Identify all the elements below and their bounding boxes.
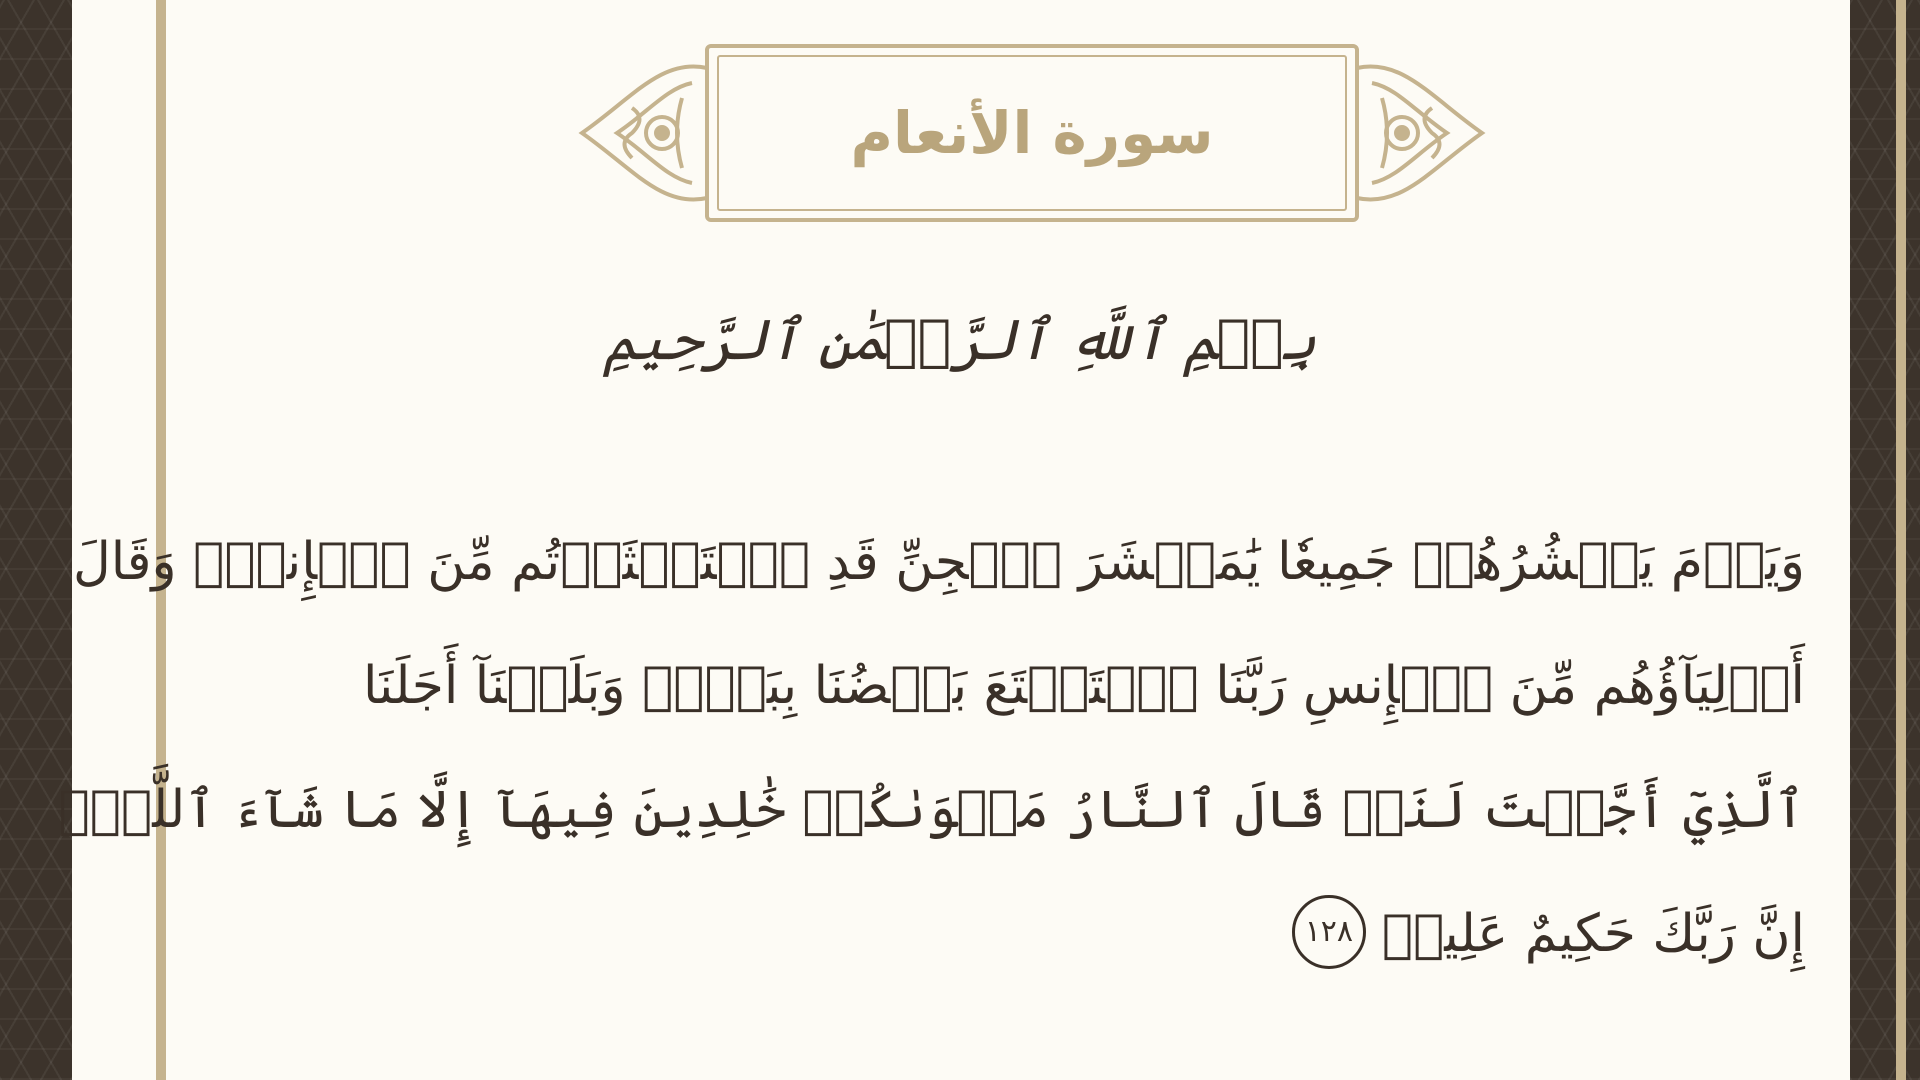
- verse-text-block: [58, 500, 1805, 996]
- verse-line-3: ٱلَّذِيٓ أَجَّلۡتَ لَنَاۚ قَالَ ٱلنَّارُ مَثۡوَىٰكُمۡ خَٰلِدِينَ فِيهَآ إِلَّا مَا شَآءَ ٱللَّهُۗ: [58, 780, 1805, 840]
- ayah-number-marker: ١٢٨: [1292, 895, 1366, 969]
- right-pattern-border: [1850, 0, 1920, 1080]
- basmala-calligraphy: بِسۡمِ ٱللَّهِ ٱلرَّحۡمَٰنِ ٱلرَّحِيمِ: [603, 307, 1317, 373]
- surah-header-cartouche: [572, 38, 1492, 228]
- right-gold-rule: [1896, 0, 1906, 1080]
- verse-line-4: [240, 872, 1805, 996]
- verse-line-4-text: إِنَّ رَبَّكَ حَكِيمٌ عَلِيمٞ: [1381, 904, 1805, 964]
- verse-line-2: أَوۡلِيَآؤُهُم مِّنَ ٱلۡإِنسِ رَبَّنَا ٱسۡتَمۡتَعَ بَعۡضُنَا بِبَعۡضٖ وَبَلَغۡنَآ أَجَلَنَا: [362, 656, 1805, 716]
- surah-title: سورة الأنعام: [850, 99, 1214, 167]
- left-pattern-border: [0, 0, 72, 1080]
- verse-line-1: وَيَوۡمَ يَحۡشُرُهُمۡ جَمِيعٗا يَٰمَعۡشَرَ ٱلۡجِنِّ قَدِ ٱسۡتَكۡثَرۡتُم مِّنَ ٱلۡإِنسِۖ وَقَالَ: [73, 532, 1805, 592]
